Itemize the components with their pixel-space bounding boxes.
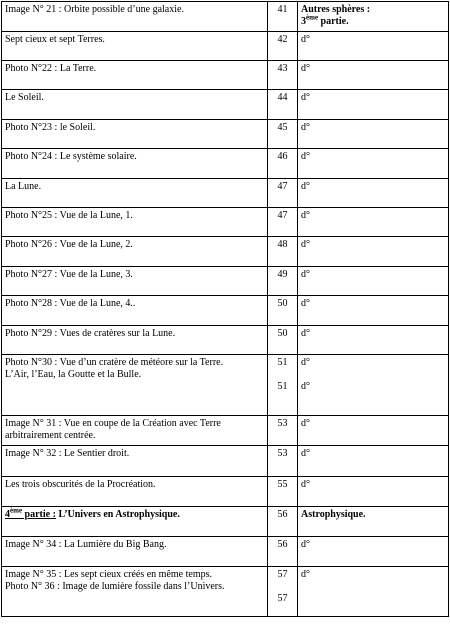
table-row [2,90,449,120]
entry-page: 53 [268,416,298,446]
table-row [2,446,449,477]
entry-section: d° [298,32,449,61]
table-row [2,326,449,355]
table-row [2,2,449,32]
entry-title: Photo N°29 : Vues de cratères sur la Lune. [2,326,268,355]
entry-page-line: 57 [277,593,288,604]
entry-page: 55 [268,477,298,507]
entry-section: d° [298,326,449,355]
entry-title: La Lune. [2,179,268,208]
entry-page: 47 [268,179,298,208]
entry-page: 44 [268,90,298,120]
entry-title: Image N° 21 : Orbite possible d’une galaxie. [2,2,268,32]
part-title: L’Univers en Astrophysique. [55,509,180,520]
entry-section: d° [298,416,449,446]
entry-page: 53 [268,446,298,477]
entry-page [268,567,298,617]
entry-section: d° [298,446,449,477]
entry-title-line: Photo N° 36 : Image de lumière fossile dans l’Univers. [5,581,225,592]
entry-page: 45 [268,120,298,149]
entry-title: Sept cieux et sept Terres. [2,32,268,61]
table-row [2,120,449,149]
entry-title-line: Photo N°30 : Vue d’un cratère de météore sur la Terre. [5,357,224,368]
entry-page: 56 [268,537,298,567]
entry-section-line: d° [301,381,310,392]
entry-section: d° [298,477,449,507]
entry-section: d° [298,537,449,567]
table-row [2,537,449,567]
entry-title: Image N° 34 : La Lumière du Big Bang. [2,537,268,567]
entry-page: 41 [268,2,298,32]
table-row [2,179,449,208]
entry-page: 42 [268,32,298,61]
entry-section: d° [298,237,449,267]
table-row [2,149,449,179]
entry-page-line: 51 [277,357,288,368]
entry-section: d° [298,149,449,179]
table-row [2,237,449,267]
entry-section [298,2,449,32]
part-label: 4ème partie : [5,506,56,520]
entry-page: 48 [268,237,298,267]
table-row [2,32,449,61]
entry-section [298,355,449,416]
entry-title: Photo N°23 : le Soleil. [2,120,268,149]
entry-section: d° [298,90,449,120]
table-row [2,416,449,446]
entry-section: d° [298,120,449,149]
entry-section: d° [298,567,449,617]
table-row [2,208,449,237]
entry-section: d° [298,267,449,296]
entry-page: 46 [268,149,298,179]
entry-title: Photo N°26 : Vue de la Lune, 2. [2,237,268,267]
entry-page: 47 [268,208,298,237]
entry-section: d° [298,208,449,237]
entry-page: 56 [268,507,298,537]
table-row [2,507,449,537]
entry-page: 50 [268,296,298,326]
entry-page-line: 57 [277,569,288,580]
entry-title: Photo N°24 : Le système solaire. [2,149,268,179]
entry-title: Photo N°28 : Vue de la Lune, 4.. [2,296,268,326]
entry-section: d° [298,179,449,208]
entry-title: Le Soleil. [2,90,268,120]
entry-section: d° [298,61,449,90]
contents-table [1,1,449,617]
entry-title: Photo N°22 : La Terre. [2,61,268,90]
entry-title [2,567,268,617]
entry-title: Les trois obscurités de la Procréation. [2,477,268,507]
entry-page: 49 [268,267,298,296]
entry-title [2,355,268,416]
entry-page: 43 [268,61,298,90]
section-heading: Autres sphères : [301,4,371,15]
table-row [2,267,449,296]
table-row [2,296,449,326]
entry-title: Photo N°27 : Vue de la Lune, 3. [2,267,268,296]
entry-page [268,355,298,416]
entry-title-line: L’Air, l’Eau, la Goutte et la Bulle. [5,369,142,380]
table-row [2,477,449,507]
entry-title-line: Image N° 35 : Les sept cieux créés en même temps. [5,569,212,580]
entry-page-line: 51 [277,381,288,392]
entry-title: Image N° 32 : Le Sentier droit. [2,446,268,477]
entry-section: Astrophysique. [298,507,449,537]
table-row [2,61,449,90]
table-row [2,567,449,617]
entry-title [2,507,268,537]
entry-title: Photo N°25 : Vue de la Lune, 1. [2,208,268,237]
entry-section: d° [298,296,449,326]
entry-page: 50 [268,326,298,355]
entry-section-line: d° [301,357,310,368]
table-row [2,355,449,416]
section-part: 3ème partie. [301,13,349,27]
entry-title: Image N° 31 : Vue en coupe de la Création avec Terre arbitrairement centrée. [2,416,268,446]
